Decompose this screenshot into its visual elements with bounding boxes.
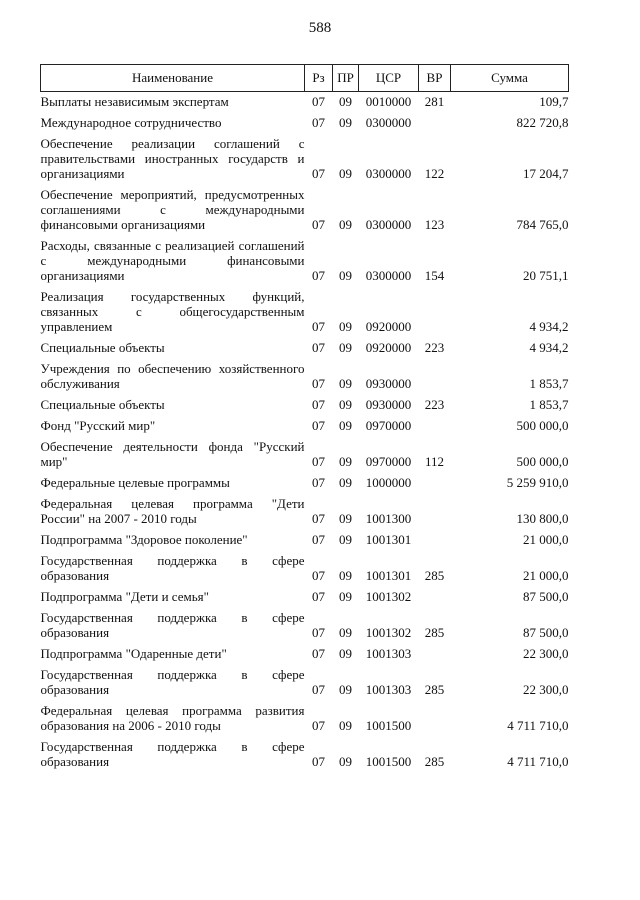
row-pr-cell: 09 [339, 589, 352, 604]
row-name-cell: Обеспечение реализации соглашений с правительствами иностранных государств и организациями [40, 136, 305, 181]
row-sum-cell: 4 711 710,0 [507, 754, 569, 769]
row-rz-cell: 07 [312, 454, 325, 469]
table-row [41, 109, 569, 130]
row-pr-cell: 09 [339, 532, 352, 547]
row-pr-cell: 09 [339, 115, 352, 130]
row-csr-cell: 1001500 [365, 754, 412, 769]
row-sum-cell: 4 934,2 [529, 340, 569, 355]
row-pr-cell: 09 [339, 418, 352, 433]
row-name-cell: Государственная поддержка в сфере образования [40, 553, 305, 583]
row-sum-cell: 1 853,7 [529, 376, 569, 391]
row-name-cell: Фонд "Русский мир" [40, 418, 156, 433]
table-row [41, 469, 569, 490]
table-row [41, 640, 569, 661]
row-vr-cell [419, 355, 451, 391]
row-pr-cell: 09 [339, 682, 352, 697]
row-name-cell: Федеральная целевая программа "Дети России" на 2007 - 2010 годы [40, 496, 305, 526]
row-csr-cell: 1000000 [365, 475, 412, 490]
row-csr-cell: 1001302 [365, 589, 412, 604]
row-vr-cell: 223 [424, 340, 445, 355]
row-sum-cell: 109,7 [539, 94, 569, 109]
row-sum-cell: 20 751,1 [523, 268, 569, 283]
row-sum-cell: 5 259 910,0 [506, 475, 569, 490]
row-rz-cell: 07 [312, 589, 325, 604]
row-rz-cell: 07 [312, 475, 325, 490]
row-csr-cell: 0300000 [365, 268, 412, 283]
table-row [41, 181, 569, 232]
row-name-cell: Подпрограмма "Одаренные дети" [40, 646, 227, 661]
table-row [41, 412, 569, 433]
table-row [41, 583, 569, 604]
row-pr-cell: 09 [339, 625, 352, 640]
row-csr-cell: 0970000 [365, 418, 412, 433]
row-pr-cell: 09 [339, 94, 352, 109]
row-name-cell: Специальные объекты [40, 397, 165, 412]
table-row [41, 547, 569, 583]
row-rz-cell: 07 [312, 682, 325, 697]
row-vr-cell [419, 109, 451, 130]
table-row [41, 661, 569, 697]
row-csr-cell: 0300000 [365, 166, 412, 181]
row-vr-cell [419, 583, 451, 604]
row-csr-cell: 1001303 [365, 646, 412, 661]
row-rz-cell: 07 [312, 511, 325, 526]
row-pr-cell: 09 [339, 376, 352, 391]
row-sum-cell: 4 934,2 [529, 319, 569, 334]
row-name-cell: Специальные объекты [40, 340, 165, 355]
row-csr-cell: 1001500 [365, 718, 412, 733]
row-name-cell: Государственная поддержка в сфере образования [40, 610, 305, 640]
row-pr-cell: 09 [339, 217, 352, 232]
row-sum-cell: 4 711 710,0 [507, 718, 569, 733]
row-csr-cell: 0920000 [365, 319, 412, 334]
row-pr-cell: 09 [339, 166, 352, 181]
row-vr-cell [419, 697, 451, 733]
row-name-cell: Федеральная целевая программа развития образования на 2006 - 2010 годы [40, 703, 305, 733]
row-sum-cell: 784 765,0 [516, 217, 569, 232]
row-csr-cell: 0920000 [365, 340, 412, 355]
row-sum-cell: 500 000,0 [516, 418, 569, 433]
table-row [41, 283, 569, 334]
table-row [41, 697, 569, 733]
table-row [41, 355, 569, 391]
row-name-cell: Государственная поддержка в сфере образования [40, 667, 305, 697]
row-pr-cell: 09 [339, 754, 352, 769]
table-row [41, 92, 569, 110]
row-rz-cell: 07 [312, 115, 325, 130]
table-row [41, 604, 569, 640]
row-rz-cell: 07 [312, 268, 325, 283]
row-rz-cell: 07 [312, 646, 325, 661]
row-sum-cell: 22 300,0 [523, 646, 569, 661]
table-row [41, 391, 569, 412]
row-pr-cell: 09 [339, 397, 352, 412]
row-pr-cell: 09 [339, 475, 352, 490]
row-sum-cell: 87 500,0 [523, 625, 569, 640]
row-vr-cell [419, 469, 451, 490]
row-rz-cell: 07 [312, 718, 325, 733]
table-row [41, 490, 569, 526]
row-vr-cell: 285 [424, 682, 445, 697]
table-header [41, 65, 569, 92]
row-vr-cell [419, 490, 451, 526]
row-csr-cell: 0300000 [365, 217, 412, 232]
row-rz-cell: 07 [312, 568, 325, 583]
row-sum-cell: 21 000,0 [523, 568, 569, 583]
row-rz-cell: 07 [312, 532, 325, 547]
row-csr-cell: 1001303 [365, 682, 412, 697]
row-rz-cell: 07 [312, 166, 325, 181]
row-pr-cell: 09 [339, 718, 352, 733]
row-vr-cell [419, 412, 451, 433]
table-row [41, 334, 569, 355]
budget-table [40, 64, 569, 769]
row-csr-cell: 1001302 [365, 625, 412, 640]
table-row [41, 733, 569, 769]
row-csr-cell: 0010000 [365, 94, 412, 109]
row-pr-cell: 09 [339, 268, 352, 283]
header-rz: Рз [305, 65, 333, 92]
row-vr-cell: 122 [424, 166, 445, 181]
row-sum-cell: 1 853,7 [529, 397, 569, 412]
row-csr-cell: 0970000 [365, 454, 412, 469]
row-vr-cell: 123 [424, 217, 445, 232]
row-csr-cell: 0930000 [365, 397, 412, 412]
row-sum-cell: 21 000,0 [523, 532, 569, 547]
table-row [41, 232, 569, 283]
row-vr-cell: 285 [424, 754, 445, 769]
row-name-cell: Расходы, связанные с реализацией соглашений с международными финансовыми организациями [40, 238, 305, 283]
table-body [41, 92, 569, 770]
row-sum-cell: 87 500,0 [523, 589, 569, 604]
row-rz-cell: 07 [312, 217, 325, 232]
row-vr-cell: 223 [424, 397, 445, 412]
row-sum-cell: 500 000,0 [516, 454, 569, 469]
row-vr-cell: 281 [424, 94, 445, 109]
row-name-cell: Учреждения по обеспечению хозяйственного обслуживания [40, 361, 305, 391]
row-csr-cell: 0300000 [365, 115, 412, 130]
row-vr-cell [419, 640, 451, 661]
row-csr-cell: 1001300 [365, 511, 412, 526]
row-csr-cell: 1001301 [365, 568, 412, 583]
row-name-cell: Выплаты независимым экспертам [40, 94, 229, 109]
row-vr-cell: 285 [424, 568, 445, 583]
row-vr-cell: 154 [424, 268, 445, 283]
row-vr-cell [419, 526, 451, 547]
row-rz-cell: 07 [312, 418, 325, 433]
row-name-cell: Реализация государственных функций, связанных с общегосударственным управлением [40, 289, 305, 334]
row-name-cell: Международное сотрудничество [40, 115, 222, 130]
row-pr-cell: 09 [339, 568, 352, 583]
row-sum-cell: 17 204,7 [523, 166, 569, 181]
header-vr: ВР [419, 65, 451, 92]
row-pr-cell: 09 [339, 646, 352, 661]
row-csr-cell: 1001301 [365, 532, 412, 547]
row-name-cell: Федеральные целевые программы [40, 475, 230, 490]
header-sum: Сумма [451, 65, 569, 92]
row-sum-cell: 22 300,0 [523, 682, 569, 697]
row-name-cell: Подпрограмма "Дети и семья" [40, 589, 209, 604]
row-rz-cell: 07 [312, 94, 325, 109]
row-pr-cell: 09 [339, 454, 352, 469]
header-csr: ЦСР [359, 65, 419, 92]
row-sum-cell: 822 720,8 [516, 115, 569, 130]
row-pr-cell: 09 [339, 511, 352, 526]
row-rz-cell: 07 [312, 397, 325, 412]
row-name-cell: Подпрограмма "Здоровое поколение" [40, 532, 248, 547]
row-sum-cell: 130 800,0 [516, 511, 569, 526]
row-rz-cell: 07 [312, 376, 325, 391]
row-pr-cell: 09 [339, 319, 352, 334]
page-number: 588 [308, 20, 332, 36]
row-vr-cell [419, 283, 451, 334]
row-name-cell: Обеспечение деятельности фонда "Русский мир" [40, 439, 305, 469]
row-rz-cell: 07 [312, 754, 325, 769]
table-row [41, 130, 569, 181]
table-row [41, 526, 569, 547]
header-name: Наименование [41, 65, 305, 92]
row-vr-cell: 285 [424, 625, 445, 640]
table-row [41, 433, 569, 469]
row-pr-cell: 09 [339, 340, 352, 355]
row-name-cell: Обеспечение мероприятий, предусмотренных соглашениями с международными финансовыми организациями [40, 187, 305, 232]
row-vr-cell: 112 [424, 454, 445, 469]
header-pr: ПР [333, 65, 359, 92]
row-rz-cell: 07 [312, 340, 325, 355]
row-rz-cell: 07 [312, 319, 325, 334]
row-name-cell: Государственная поддержка в сфере образования [40, 739, 305, 769]
row-rz-cell: 07 [312, 625, 325, 640]
row-csr-cell: 0930000 [365, 376, 412, 391]
